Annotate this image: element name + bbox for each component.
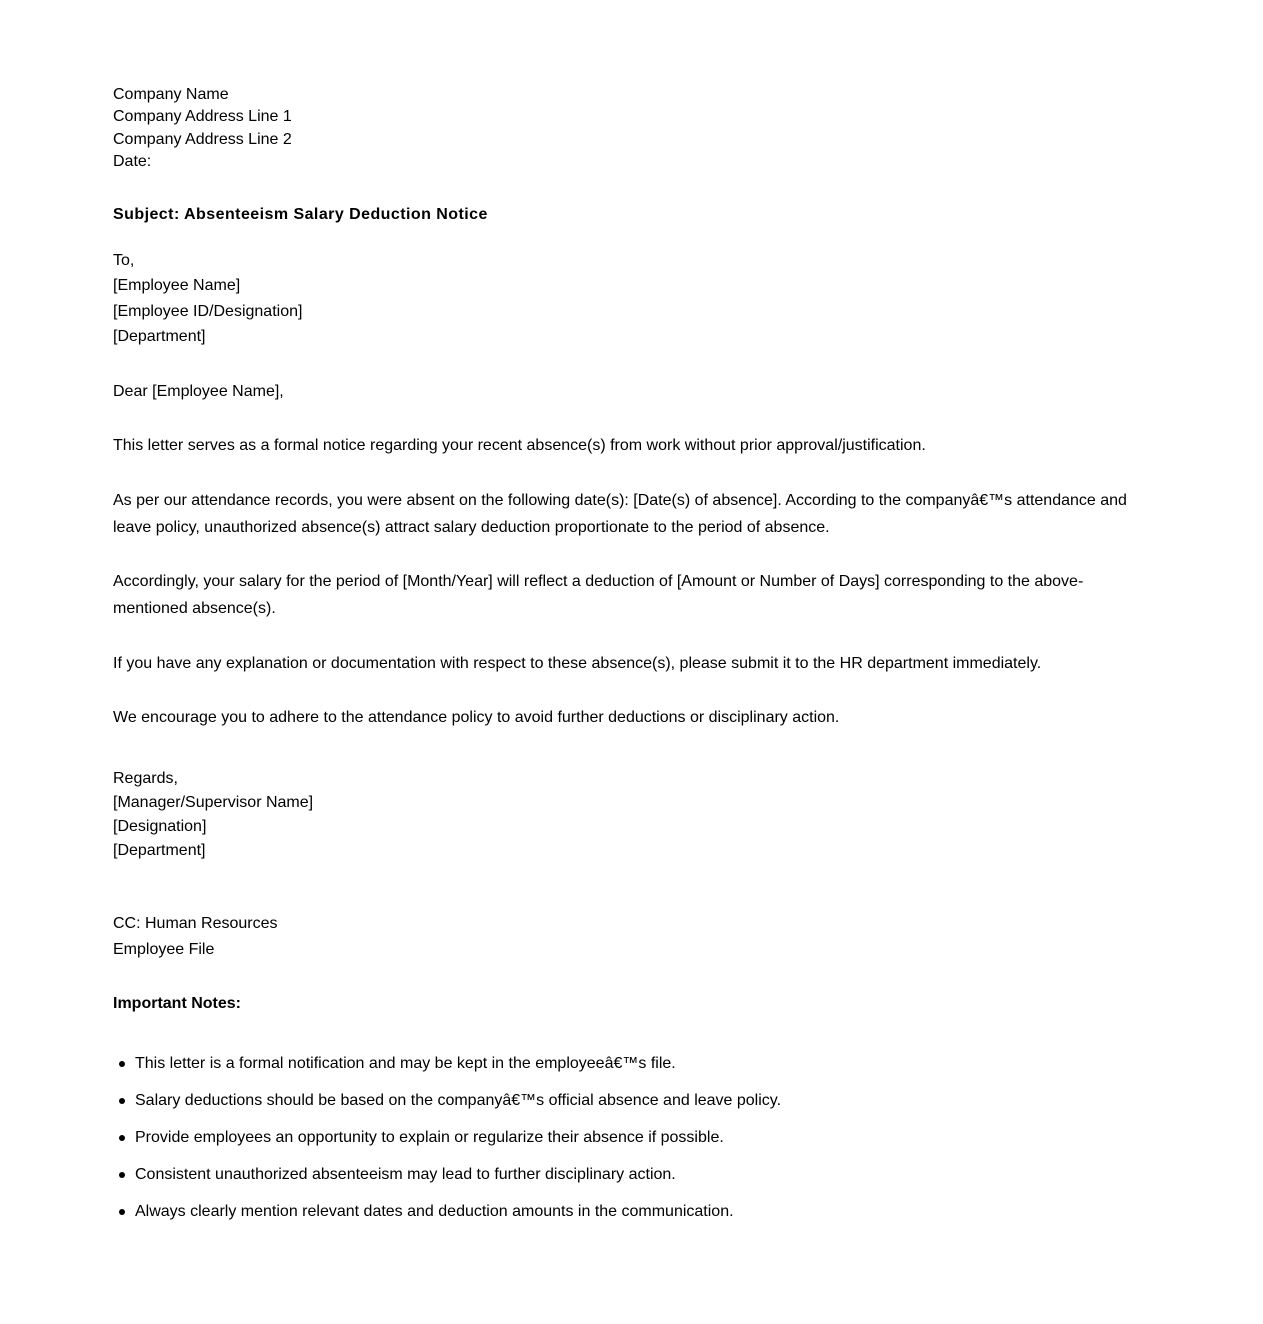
notes-list-item	[113, 1089, 781, 1126]
notes-list-item-text: Always clearly mention relevant dates and deduction amounts in the communication.	[135, 1203, 734, 1220]
notes-list	[113, 1052, 781, 1237]
body-paragraph-3: Accordingly, your salary for the period of [Month/Year] will reflect a deduction of [Amount or Number of Days] corresponding to the above-mentioned absence(s).	[113, 573, 1084, 617]
body-paragraph-5: We encourage you to adhere to the attendance policy to avoid further deductions or disciplinary action.	[113, 709, 840, 726]
company-address-line-2: Company Address Line 2	[113, 131, 292, 148]
notes-list-item	[113, 1163, 781, 1200]
notes-list-item	[113, 1126, 781, 1163]
notes-list-item	[113, 1200, 781, 1237]
recipient-to: To,	[113, 252, 135, 269]
bullet-icon	[119, 1172, 125, 1178]
notes-list-item-text: Provide employees an opportunity to explain or regularize their absence if possible.	[135, 1129, 724, 1146]
recipient-id-designation: [Employee ID/Designation]	[113, 303, 303, 320]
subject-line: Subject: Absenteeism Salary Deduction Notice	[113, 206, 488, 223]
body-paragraph-2: As per our attendance records, you were absent on the following date(s): [Date(s) of absence]. According to the companyâ€™s attendance and leave policy, unauthorized absence(s) attract salary deduction proportionate to the period of absence.	[113, 492, 1127, 536]
closing-designation: [Designation]	[113, 818, 207, 835]
salutation: Dear [Employee Name],	[113, 383, 284, 400]
notes-list-item-text: This letter is a formal notification and may be kept in the employeeâ€™s file.	[135, 1055, 676, 1072]
company-address-line-1: Company Address Line 1	[113, 108, 292, 125]
bullet-icon	[119, 1209, 125, 1215]
cc-line: CC: Human Resources	[113, 915, 278, 932]
notes-list-item-text: Consistent unauthorized absenteeism may lead to further disciplinary action.	[135, 1166, 676, 1183]
closing-regards: Regards,	[113, 770, 178, 787]
bullet-icon	[119, 1135, 125, 1141]
company-name: Company Name	[113, 86, 229, 103]
body-paragraph-4: If you have any explanation or documentation with respect to these absence(s), please submit it to the HR department immediately.	[113, 655, 1042, 672]
cc-employee-file: Employee File	[113, 941, 215, 958]
notes-list-item	[113, 1052, 781, 1089]
body-paragraph-1: This letter serves as a formal notice regarding your recent absence(s) from work without prior approval/justification.	[113, 437, 926, 454]
bullet-icon	[119, 1098, 125, 1104]
date-label: Date:	[113, 153, 152, 170]
bullet-icon	[119, 1061, 125, 1067]
closing-department: [Department]	[113, 842, 206, 859]
closing-manager-name: [Manager/Supervisor Name]	[113, 794, 314, 811]
notes-list-item-text: Salary deductions should be based on the companyâ€™s official absence and leave policy.	[135, 1092, 782, 1109]
recipient-department: [Department]	[113, 328, 206, 345]
recipient-name: [Employee Name]	[113, 277, 241, 294]
notes-title: Important Notes:	[113, 995, 241, 1012]
